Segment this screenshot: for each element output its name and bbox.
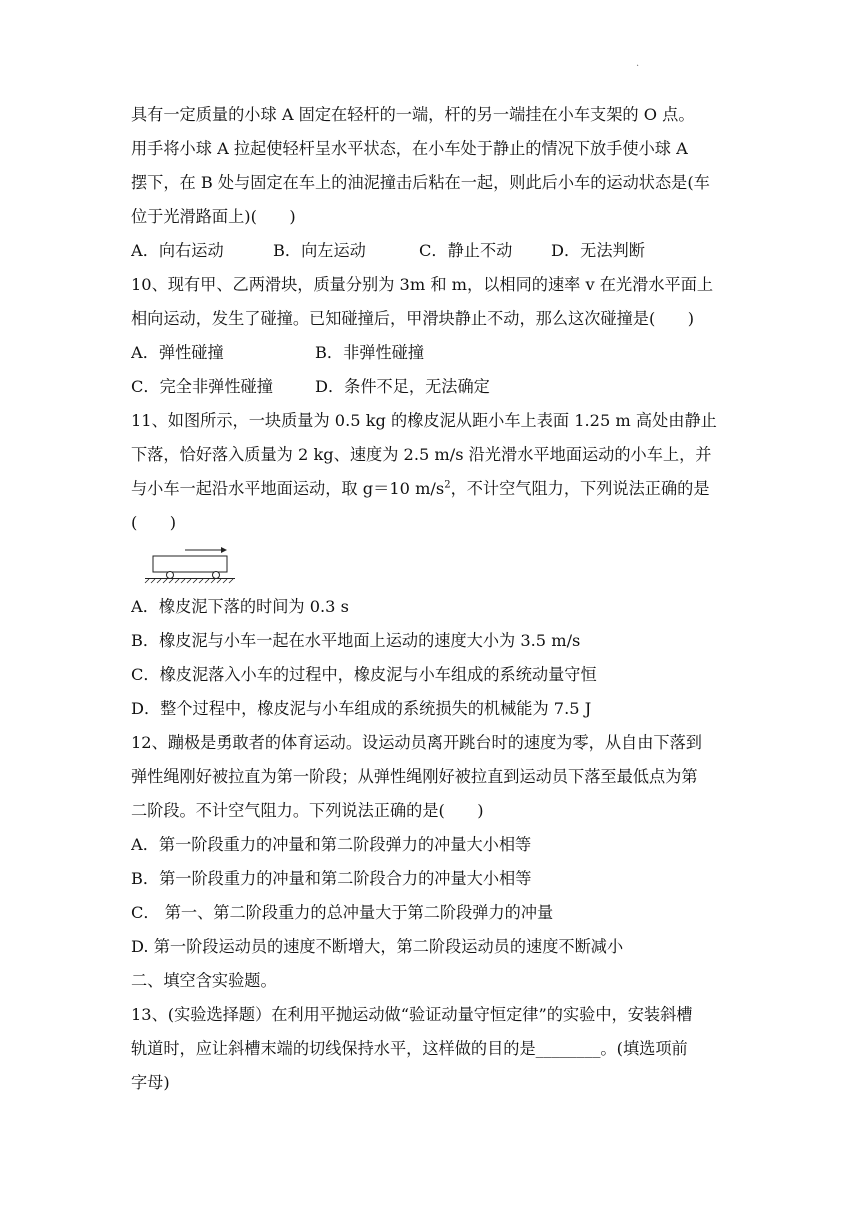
cart-wheel-left [167,572,174,579]
cart-diagram [143,544,243,584]
q12-option-a: A．第一阶段重力的冲量和第二阶段弹力的冲量大小相等 [131,835,532,854]
cart-wheel-right [213,572,220,579]
q11-stem-line [131,472,731,506]
q11-stem-line: 下落，恰好落入质量为 2 kg、速度为 2.5 m/s 沿光滑水平地面运动的小车上，并 [131,445,712,464]
q12-option-b: B．第一阶段重力的冲量和第二阶段合力的冲量大小相等 [131,869,532,888]
q11-option-d: D．整个过程中，橡皮泥与小车组成的系统损失的机械能为 7.5 J [131,699,592,718]
q9-text-line: 具有一定质量的小球 A 固定在轻杆的一端，杆的另一端挂在小车支架的 O 点。 [131,105,695,124]
q13-stem-line: 轨道时，应让斜槽末端的切线保持水平，这样做的目的是________。(填选项前 [131,1039,688,1058]
q11-stem-line: ( ) [131,513,177,532]
q12-stem-line: 12、蹦极是勇敢者的体育运动。设运动员离开跳台时的速度为零，从自由下落到 [131,733,702,752]
q9-option-a: A．向右运动 [131,241,224,260]
q10-option-a: A．弹性碰撞 [131,343,224,362]
page-marker: . [636,58,640,69]
q9-text-line: 用手将小球 A 拉起使轻杆呈水平状态，在小车处于静止的情况下放手使小球 A [131,139,688,158]
q10-stem-line: 10、现有甲、乙两滑块，质量分别为 3m 和 m，以相同的速率 v 在光滑水平面上 [131,275,714,294]
cart-body [153,556,227,572]
q11-cart-figure [131,540,731,590]
q11-option-c: C．橡皮泥落入小车的过程中，橡皮泥与小车组成的系统动量守恒 [131,665,597,684]
q9-option-c: C．静止不动 [419,241,513,260]
q10-option-d: D．条件不足，无法确定 [315,377,490,396]
q13-stem-line: 字母) [131,1073,170,1092]
q13-stem-line: 13、(实验选择题）在利用平抛运动做“验证动量守恒定律”的实验中，安装斜槽 [131,1005,693,1024]
q9-option-d: D．无法判断 [551,241,645,260]
q10-options-row [131,370,731,404]
question-content [131,98,731,1100]
q11-stem-line: 11、如图所示，一块质量为 0.5 kg 的橡皮泥从距小车上表面 1.25 m 高处由静止 [131,411,717,430]
velocity-arrow-head [221,547,227,553]
q9-options [131,234,731,268]
ground-hatching [145,579,233,583]
q10-option-b: B．非弹性碰撞 [315,343,425,362]
q11-line3-sup: 2 [444,479,451,491]
q12-stem-line: 二阶段。不计空气阻力。下列说法正确的是( ) [131,801,484,820]
q12-stem-line: 弹性绳刚好被拉直为第一阶段；从弹性绳刚好被拉直到运动员下落至最低点为第 [131,767,698,786]
q9-text-line: 位于光滑路面上)( ) [131,207,296,226]
q11-line3-post: ，不计空气阻力，下列说法正确的是 [450,479,710,498]
q12-option-c: C． 第一、第二阶段重力的总冲量大于第二阶段弹力的冲量 [131,903,554,922]
q10-stem-line: 相向运动，发生了碰撞。已知碰撞后，甲滑块静止不动，那么这次碰撞是( ) [131,309,695,328]
q11-option-a: A．橡皮泥下落的时间为 0.3 s [131,597,349,616]
q12-option-d: D. 第一阶段运动员的速度不断增大，第二阶段运动员的速度不断减小 [131,937,624,956]
q9-option-b: B．向左运动 [273,241,366,260]
q9-text-line: 摆下，在 B 处与固定在车上的油泥撞击后粘在一起，则此后小车的运动状态是(车 [131,173,710,192]
q10-option-c: C．完全非弹性碰撞 [131,377,273,396]
section-heading: 二、填空含实验题。 [131,971,277,990]
q11-option-b: B．橡皮泥与小车一起在水平地面上运动的速度大小为 3.5 m/s [131,631,581,650]
q10-options-row [131,336,731,370]
q11-line3-pre: 与小车一起沿水平地面运动，取 g＝10 m/s [131,479,445,498]
